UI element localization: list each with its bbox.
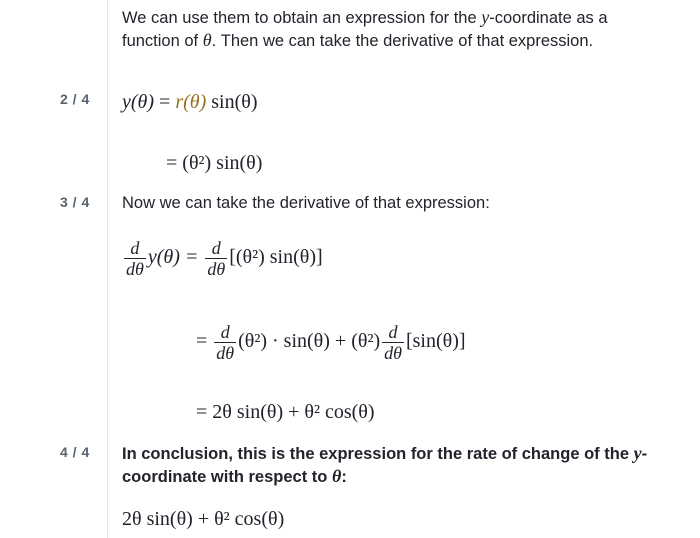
eq1-lhs: y(θ) [122, 91, 155, 113]
conclusion-text-part: In conclusion, this is the expression for the rate of change of the [122, 445, 629, 463]
equation-product-rule [196, 322, 466, 363]
conclusion-text-part: : [341, 468, 347, 486]
frac-num: d [124, 238, 146, 259]
equation-substituted: = (θ²) sin(θ) [166, 152, 263, 174]
step-rail [107, 0, 108, 538]
frac-den: dθ [216, 343, 235, 363]
intro-text-part: . Then we can take the derivative of that expression. [211, 32, 594, 50]
intro-text-part: We can use them to obtain an expression for the [122, 9, 477, 27]
eq3-rhs: [(θ²) sin(θ)] [229, 246, 323, 269]
eq1-sin: sin(θ) [211, 91, 258, 113]
conclusion-text [122, 442, 652, 488]
frac-num: d [382, 322, 404, 343]
final-expression: 2θ sin(θ) + θ² cos(θ) [122, 508, 285, 530]
intro-variable: y [481, 7, 490, 27]
equation-simplified: = 2θ sin(θ) + θ² cos(θ) [196, 401, 375, 423]
eq4-middle: (θ²) · sin(θ) + (θ²) [238, 330, 381, 353]
frac-den: dθ [384, 343, 402, 363]
eq1-r-of-theta: r(θ) [175, 91, 207, 113]
step-label-3: 3 / 4 [60, 194, 90, 210]
derivative-operator [382, 322, 404, 363]
conclusion-text-part: -coordinate with respect to [122, 445, 648, 486]
frac-num: d [214, 322, 236, 343]
conclusion-variable: y [633, 443, 642, 463]
derivative-operator [205, 238, 227, 279]
frac-num: d [205, 238, 227, 259]
derivative-operator [124, 238, 146, 279]
frac-den: dθ [126, 259, 144, 279]
equation-y-of-theta [122, 88, 258, 116]
eq4-equals: = [196, 330, 208, 353]
eq3-lhs: y(θ) = [147, 246, 199, 269]
step3-text: Now we can take the derivative of that expression: [122, 194, 490, 212]
intro-theta: θ [202, 30, 212, 50]
intro-text [122, 6, 642, 52]
frac-den: dθ [207, 259, 226, 279]
eq4-tail: [sin(θ)] [405, 330, 466, 353]
conclusion-theta: θ [331, 466, 342, 486]
derivative-operator [214, 322, 236, 363]
eq1-equals: = [159, 91, 171, 113]
step-label-2: 2 / 4 [60, 91, 90, 107]
intro-text-part: -coordinate as a function of [122, 9, 608, 50]
step-label-4: 4 / 4 [60, 444, 90, 460]
equation-derivative-setup [122, 238, 323, 279]
